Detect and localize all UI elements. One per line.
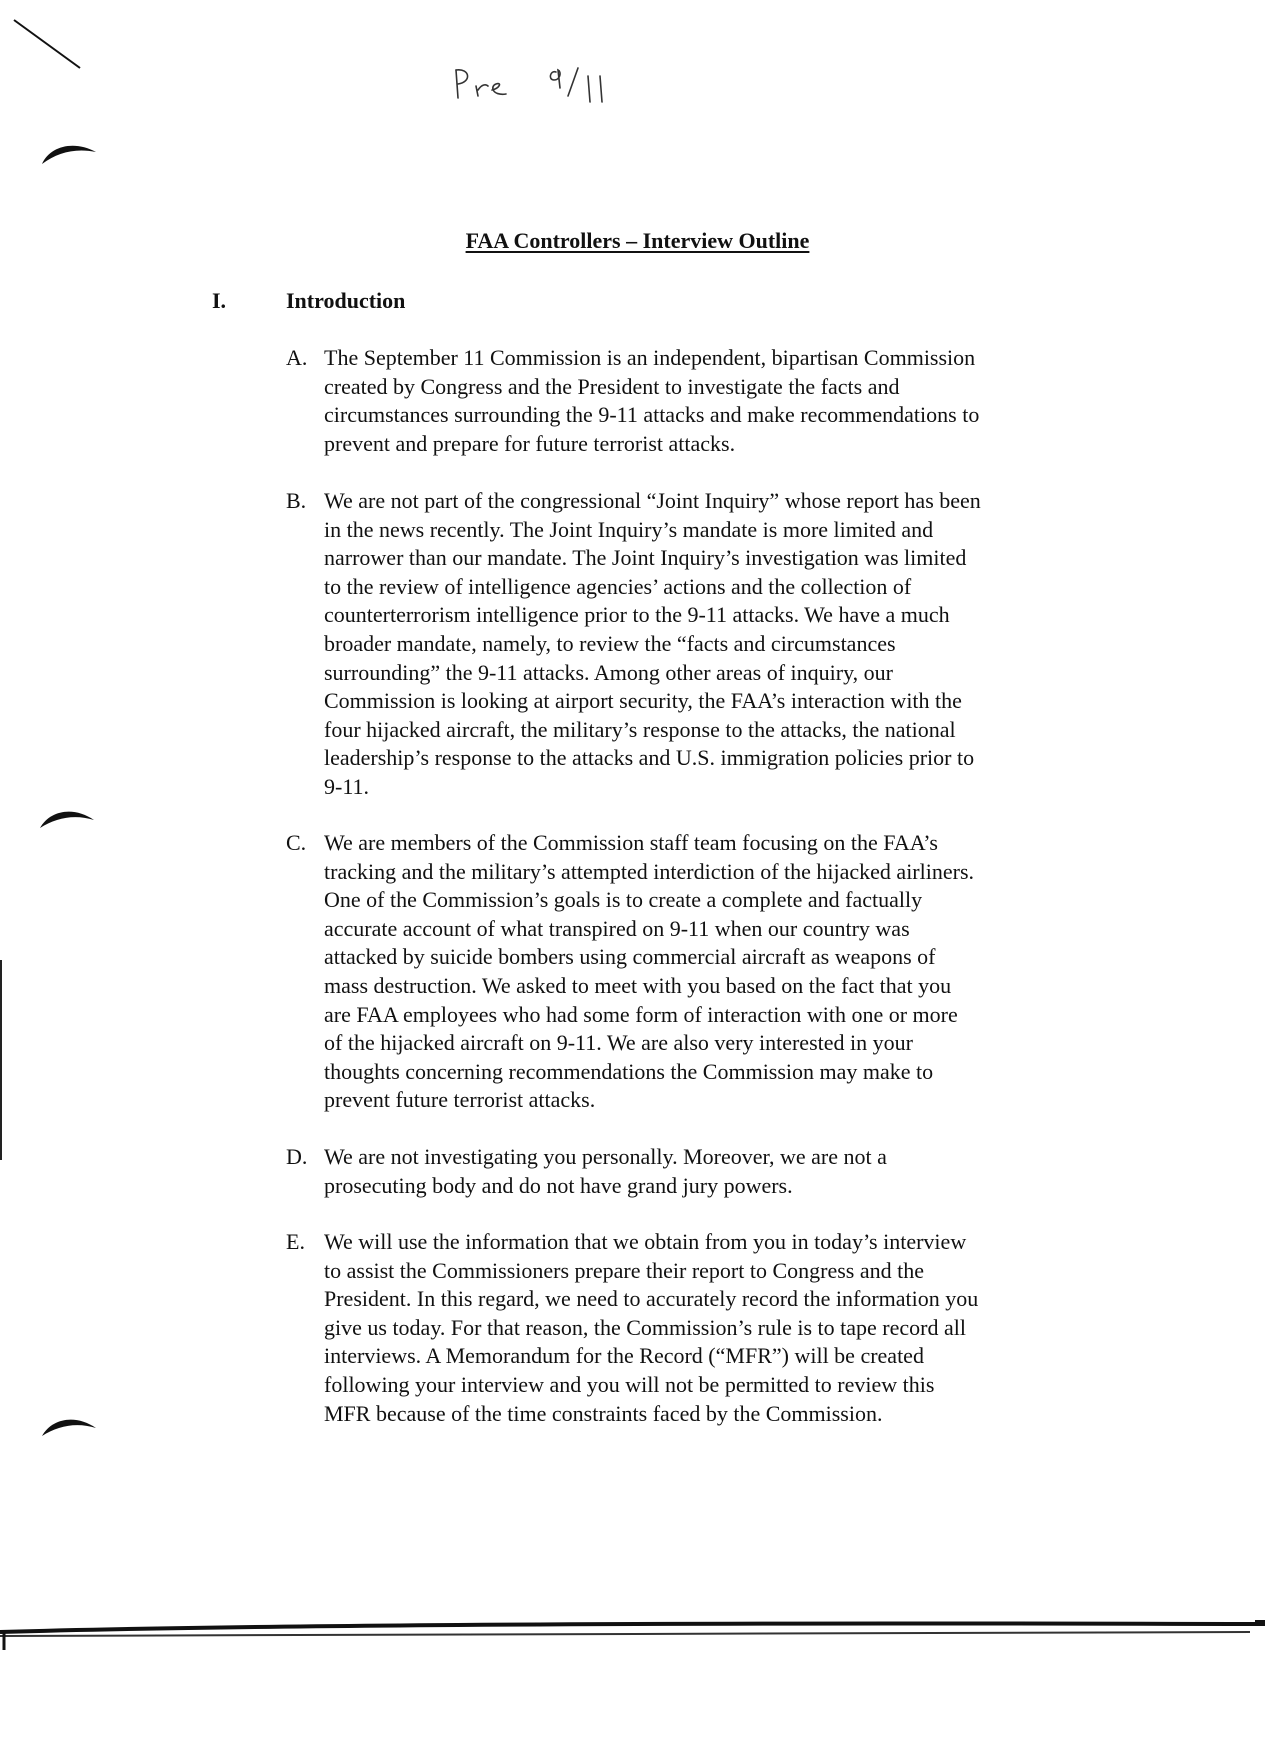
text-line: broader mandate, namely, to review the “facts and circumstances [324,630,896,656]
scan-artifact-bottom-rule [0,1600,1275,1650]
scan-artifact-hole-mark-3 [40,1412,100,1442]
scan-artifact-hole-mark-2 [38,804,98,834]
text-line: prevent and prepare for future terrorist attacks. [324,430,736,456]
section-number: I. [212,288,227,313]
document-title: FAA Controllers – Interview Outline [465,228,810,253]
text-line: One of the Commission’s goals is to create a complete and factually [324,887,923,913]
text-line: give us today. For that reason, the Commission’s rule is to tape record all [324,1314,966,1340]
text-line: surrounding” the 9-11 attacks. Among other areas of inquiry, our [324,659,894,685]
item-text [324,1143,1096,1200]
text-line: four hijacked aircraft, the military’s response to the attacks, the national [324,716,956,742]
text-line: narrower than our mandate. The Joint Inquiry’s investigation was limited [324,545,967,571]
scan-artifact-hole-mark-1 [40,140,100,170]
text-line: to the review of intelligence agencies’ actions and the collection of [324,573,912,599]
text-line: in the news recently. The Joint Inquiry’s mandate is more limited and [324,516,934,542]
text-line: mass destruction. We asked to meet with you based on the fact that you [324,972,952,998]
text-line: following your interview and you will not be permitted to review this [324,1371,935,1397]
text-line: The September 11 Commission is an independent, bipartisan Commission [324,345,976,370]
text-line: tracking and the military’s attempted interdiction of the hijacked airliners. [324,858,975,884]
text-line: counterterrorism intelligence prior to the 9-11 attacks. We have a much [324,602,950,628]
text-line: MFR because of the time constraints faced by the Commission. [324,1400,883,1426]
text-line: We will use the information that we obtain from you in today’s interview [324,1229,967,1254]
item-letter: D. [286,1144,308,1169]
text-line: prosecuting body and do not have grand jury powers. [324,1172,793,1198]
outline-item-c [286,829,1096,1115]
item-text [324,1228,1096,1428]
handwritten-annotation [448,62,608,112]
text-line: Commission is looking at airport security, the FAA’s interaction with the [324,688,962,714]
item-text [324,487,1096,802]
text-line: 9-11. [324,773,370,799]
item-text [324,344,1096,458]
scan-artifact-diagonal-stroke [8,14,88,74]
text-line: leadership’s response to the attacks and U.S. immigration policies prior to [324,745,975,771]
item-letter: C. [286,830,307,855]
text-line: We are not investigating you personally. Moreover, we are not a [324,1144,887,1169]
text-line: thoughts concerning recommendations the Commission may make to [324,1058,934,1084]
text-line: created by Congress and the President to investigate the facts and [324,373,900,399]
text-line: prevent future terrorist attacks. [324,1087,596,1113]
outline-item-b [286,487,1096,802]
item-letter: B. [286,488,307,513]
outline-item-e [286,1228,1096,1428]
scan-artifact-left-edge [0,960,4,1160]
text-line: attacked by suicide bombers using commercial aircraft as weapons of [324,944,936,970]
text-line: of the hijacked aircraft on 9-11. We are also very interested in your [324,1030,913,1056]
outline-item-a [286,344,1096,458]
text-line: circumstances surrounding the 9-11 attacks and make recommendations to [324,402,980,428]
text-line: President. In this regard, we need to accurately record the information you [324,1286,979,1312]
item-letter: E. [286,1229,305,1254]
section-heading: Introduction [286,288,406,313]
text-line: are FAA employees who had some form of interaction with one or more [324,1001,958,1027]
text-line: We are members of the Commission staff team focusing on the FAA’s [324,830,938,855]
outline-item-d [286,1143,1096,1200]
text-line: We are not part of the congressional “Joint Inquiry” whose report has been [324,488,981,513]
text-line: interviews. A Memorandum for the Record (“MFR”) will be created [324,1343,924,1369]
text-line: accurate account of what transpired on 9-11 when our country was [324,915,910,941]
item-text [324,829,1096,1115]
item-letter: A. [286,345,308,370]
text-line: to assist the Commissioners prepare their report to Congress and the [324,1257,924,1283]
